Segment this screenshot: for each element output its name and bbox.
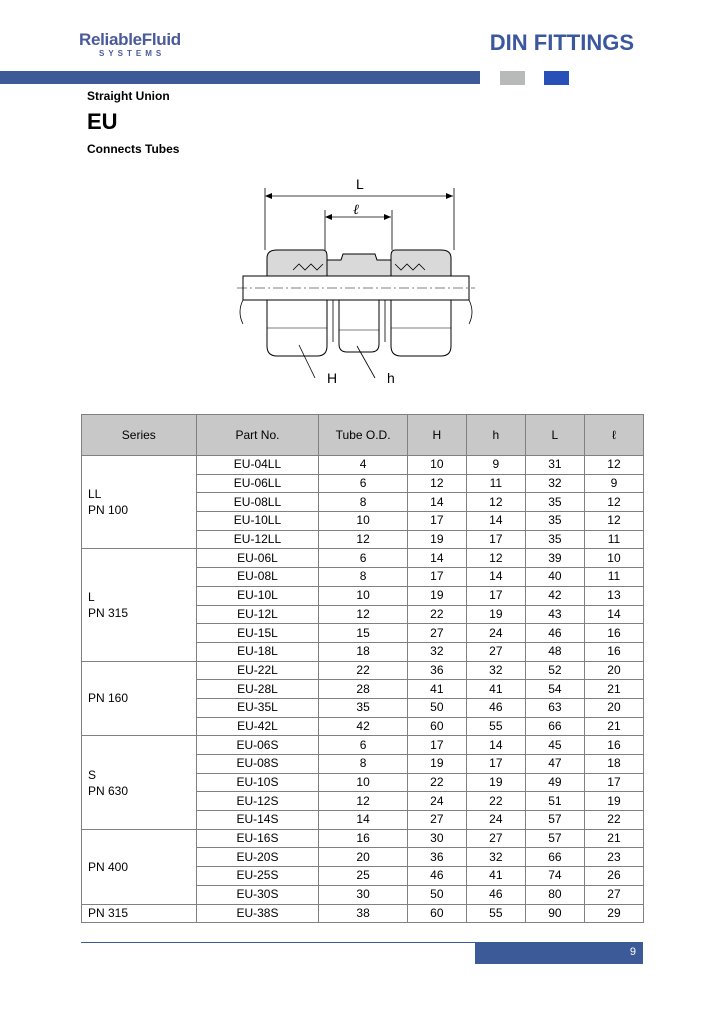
part-number-cell: EU-25S (196, 867, 319, 886)
table-cell: 11 (466, 474, 525, 493)
header-gray-square (500, 71, 525, 85)
table-cell: 19 (466, 773, 525, 792)
table-cell: 12 (584, 456, 643, 475)
table-row (82, 829, 644, 848)
part-number-cell: EU-16S (196, 829, 319, 848)
part-number-cell: EU-15L (196, 624, 319, 643)
series-label: PN 160 (88, 691, 129, 706)
table-cell: 20 (584, 698, 643, 717)
table-cell: 32 (407, 642, 466, 661)
table-cell: 32 (466, 661, 525, 680)
table-cell: 50 (407, 698, 466, 717)
table-cell: 42 (319, 717, 407, 736)
table-cell: 22 (319, 661, 407, 680)
part-number-cell: EU-04LL (196, 456, 319, 475)
table-cell: 30 (319, 885, 407, 904)
table-cell: 18 (319, 642, 407, 661)
table-cell: 42 (525, 586, 584, 605)
table-cell: 17 (466, 755, 525, 774)
table-cell: 10 (319, 773, 407, 792)
table-cell: 14 (466, 568, 525, 587)
header-blue-square (544, 71, 569, 85)
table-cell: 46 (466, 698, 525, 717)
part-number-cell: EU-20S (196, 848, 319, 867)
table-cell: 22 (407, 605, 466, 624)
table-cell: 12 (319, 792, 407, 811)
part-number-cell: EU-08L (196, 568, 319, 587)
part-number-cell: EU-10LL (196, 512, 319, 531)
part-number-cell: EU-12L (196, 605, 319, 624)
table-cell: 90 (525, 904, 584, 923)
table-cell: 19 (584, 792, 643, 811)
part-number-cell: EU-28L (196, 680, 319, 699)
table-cell: 19 (407, 586, 466, 605)
table-cell: 32 (525, 474, 584, 493)
company-logo (79, 30, 181, 58)
table-cell: 12 (584, 493, 643, 512)
table-cell: 35 (525, 512, 584, 531)
table-cell: 66 (525, 717, 584, 736)
table-cell: 11 (584, 530, 643, 549)
logo-wordmark: ReliableFluid (79, 30, 181, 49)
table-cell: 27 (407, 811, 466, 830)
part-number-cell: EU-08S (196, 755, 319, 774)
table-cell: 6 (319, 474, 407, 493)
table-cell: 27 (466, 642, 525, 661)
table-cell: 19 (466, 605, 525, 624)
table-row (82, 661, 644, 680)
series-cell (82, 904, 197, 923)
dimension-H-label: H (327, 370, 338, 386)
column-header: Tube O.D. (319, 415, 407, 456)
table-cell: 27 (584, 885, 643, 904)
series-label: S (88, 767, 97, 782)
series-label: PN 400 (88, 859, 129, 874)
series-label: PN 630 (88, 783, 129, 798)
footer-divider-line (81, 942, 476, 943)
part-number-cell: EU-10S (196, 773, 319, 792)
table-cell: 11 (584, 568, 643, 587)
table-cell: 17 (584, 773, 643, 792)
part-number-cell: EU-06LL (196, 474, 319, 493)
column-header: H (407, 415, 466, 456)
table-cell: 8 (319, 755, 407, 774)
table-cell: 17 (466, 586, 525, 605)
table-cell: 41 (466, 680, 525, 699)
table-cell: 25 (319, 867, 407, 886)
series-label: PN 315 (88, 906, 129, 921)
table-cell: 22 (407, 773, 466, 792)
table-cell: 40 (525, 568, 584, 587)
table-cell: 12 (466, 493, 525, 512)
table-cell: 47 (525, 755, 584, 774)
series-label: LL (88, 487, 102, 502)
table-cell: 19 (407, 530, 466, 549)
table-cell: 30 (407, 829, 466, 848)
table-cell: 39 (525, 549, 584, 568)
table-cell: 60 (407, 904, 466, 923)
part-number-cell: EU-10L (196, 586, 319, 605)
table-cell: 21 (584, 829, 643, 848)
table-cell: 10 (407, 456, 466, 475)
table-cell: 6 (319, 736, 407, 755)
table-cell: 38 (319, 904, 407, 923)
table-cell: 46 (466, 885, 525, 904)
table-cell: 21 (584, 680, 643, 699)
straight-union-drawing (235, 170, 485, 395)
logo-subtitle: SYSTEMS (99, 49, 166, 58)
dimension-L-label: L (356, 176, 364, 192)
table-cell: 8 (319, 568, 407, 587)
table-cell: 10 (319, 512, 407, 531)
table-cell: 20 (584, 661, 643, 680)
table-cell: 55 (466, 904, 525, 923)
table-cell: 41 (466, 867, 525, 886)
table-cell: 45 (525, 736, 584, 755)
table-cell: 32 (466, 848, 525, 867)
table-cell: 21 (584, 717, 643, 736)
series-cell (82, 736, 197, 829)
table-cell: 22 (584, 811, 643, 830)
table-cell: 35 (319, 698, 407, 717)
table-row (82, 456, 644, 475)
table-cell: 8 (319, 493, 407, 512)
table-cell: 66 (525, 848, 584, 867)
part-number-cell: EU-35L (196, 698, 319, 717)
part-number-cell: EU-12LL (196, 530, 319, 549)
table-cell: 22 (466, 792, 525, 811)
table-cell: 46 (407, 867, 466, 886)
table-cell: 12 (319, 530, 407, 549)
table-cell: 24 (407, 792, 466, 811)
table-cell: 26 (584, 867, 643, 886)
series-label: PN 315 (88, 606, 129, 620)
table-cell: 14 (407, 549, 466, 568)
table-cell: 24 (466, 624, 525, 643)
table-cell: 12 (407, 474, 466, 493)
part-number-cell: EU-30S (196, 885, 319, 904)
product-category: Straight Union (87, 89, 170, 103)
series-cell (82, 549, 197, 661)
column-header: L (525, 415, 584, 456)
table-cell: 55 (466, 717, 525, 736)
table-cell: 17 (407, 512, 466, 531)
table-cell: 23 (584, 848, 643, 867)
table-cell: 35 (525, 530, 584, 549)
series-cell (82, 661, 197, 736)
table-cell: 27 (466, 829, 525, 848)
table-cell: 28 (319, 680, 407, 699)
table-cell: 16 (584, 624, 643, 643)
table-cell: 9 (584, 474, 643, 493)
table-cell: 52 (525, 661, 584, 680)
column-header: Part No. (196, 415, 319, 456)
table-cell: 10 (319, 586, 407, 605)
page-number: 9 (629, 946, 636, 958)
table-cell: 20 (319, 848, 407, 867)
series-label: PN 100 (88, 503, 129, 518)
series-cell (82, 456, 197, 549)
table-cell: 9 (466, 456, 525, 475)
part-number-cell: EU-06S (196, 736, 319, 755)
page-title: DIN FITTINGS (489, 30, 634, 55)
column-header: h (466, 415, 525, 456)
table-cell: 17 (466, 530, 525, 549)
table-row (82, 904, 644, 923)
table-cell: 36 (407, 661, 466, 680)
table-cell: 12 (584, 512, 643, 531)
dimension-h-label: h (387, 370, 395, 386)
part-number-cell: EU-42L (196, 717, 319, 736)
table-cell: 24 (466, 811, 525, 830)
table-cell: 27 (407, 624, 466, 643)
table-cell: 19 (407, 755, 466, 774)
table-cell: 14 (407, 493, 466, 512)
table-cell: 16 (319, 829, 407, 848)
table-cell: 41 (407, 680, 466, 699)
table-cell: 46 (525, 624, 584, 643)
table-cell: 50 (407, 885, 466, 904)
table-cell: 74 (525, 867, 584, 886)
table-cell: 16 (584, 642, 643, 661)
table-cell: 36 (407, 848, 466, 867)
table-cell: 14 (466, 512, 525, 531)
part-number-cell: EU-22L (196, 661, 319, 680)
table-cell: 43 (525, 605, 584, 624)
table-cell: 12 (466, 549, 525, 568)
table-cell: 10 (584, 549, 643, 568)
table-cell: 12 (319, 605, 407, 624)
table-cell: 60 (407, 717, 466, 736)
part-number-cell: EU-14S (196, 811, 319, 830)
part-number-cell: EU-06L (196, 549, 319, 568)
series-cell (82, 829, 197, 904)
table-cell: 48 (525, 642, 584, 661)
footer-bar (475, 942, 643, 964)
table-cell: 54 (525, 680, 584, 699)
product-description: Connects Tubes (87, 142, 180, 156)
table-row (82, 549, 644, 568)
table-header-row (82, 415, 644, 456)
table-cell: 14 (466, 736, 525, 755)
table-cell: 80 (525, 885, 584, 904)
part-number-cell: EU-18L (196, 642, 319, 661)
part-number-cell: EU-08LL (196, 493, 319, 512)
table-cell: 18 (584, 755, 643, 774)
table-cell: 35 (525, 493, 584, 512)
table-cell: 4 (319, 456, 407, 475)
table-cell: 51 (525, 792, 584, 811)
table-cell: 16 (584, 736, 643, 755)
table-cell: 14 (584, 605, 643, 624)
table-row (82, 736, 644, 755)
column-header: ℓ (584, 415, 643, 456)
series-label: L (88, 590, 95, 604)
table-cell: 63 (525, 698, 584, 717)
table-cell: 17 (407, 568, 466, 587)
table-cell: 57 (525, 811, 584, 830)
table-cell: 57 (525, 829, 584, 848)
header-divider-bar (0, 71, 480, 84)
table-cell: 29 (584, 904, 643, 923)
table-cell: 49 (525, 773, 584, 792)
table-cell: 15 (319, 624, 407, 643)
product-code: EU (87, 109, 118, 134)
table-cell: 17 (407, 736, 466, 755)
table-cell: 14 (319, 811, 407, 830)
dimension-l-label: ℓ (353, 202, 359, 218)
table-cell: 31 (525, 456, 584, 475)
table-cell: 13 (584, 586, 643, 605)
table-cell: 6 (319, 549, 407, 568)
part-number-cell: EU-12S (196, 792, 319, 811)
part-number-cell: EU-38S (196, 904, 319, 923)
dimensions-table (81, 414, 644, 923)
column-header: Series (82, 415, 197, 456)
table-body (82, 456, 644, 923)
